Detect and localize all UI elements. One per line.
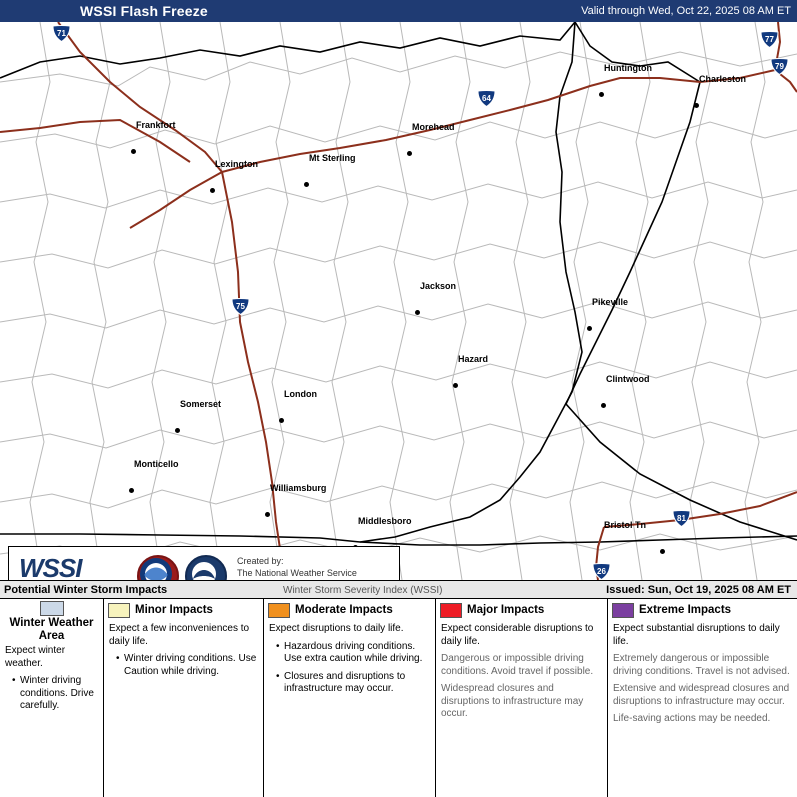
city-dot	[175, 428, 180, 433]
legend-swatch-minor-impacts	[108, 603, 130, 618]
legend-body	[436, 621, 607, 721]
wssi-logo-panel	[8, 546, 400, 581]
legend-title: Minor Impacts	[135, 604, 213, 616]
city-label-lexington: Lexington	[215, 159, 258, 169]
interstate-shield-icon	[231, 298, 250, 315]
city-label-clintwood: Clintwood	[606, 374, 650, 384]
legend-note: Life-saving actions may be needed.	[613, 713, 771, 724]
legend-bullets	[269, 641, 430, 696]
shield-label: 79	[775, 62, 784, 71]
legend-header	[0, 599, 103, 643]
legend-note: Widespread closures and disruptions to infrastructure may occur.	[441, 683, 584, 719]
legend-bullets	[109, 653, 258, 678]
legend-body	[264, 621, 435, 696]
legend-paragraph: Expect disruptions to daily life.	[269, 623, 404, 634]
city-dot	[210, 188, 215, 193]
legend-swatch-moderate-impacts	[268, 603, 290, 618]
city-label-huntington: Huntington	[604, 63, 652, 73]
city-dot	[131, 149, 136, 154]
interstate-shield-icon	[672, 510, 691, 527]
city-label-somerset: Somerset	[180, 399, 222, 409]
city-dot	[601, 403, 606, 408]
city-label-frankfort: Frankfort	[136, 120, 176, 130]
legend-body	[608, 621, 797, 726]
city-label-jackson: Jackson	[420, 281, 457, 291]
shield-label: 26	[597, 567, 606, 576]
city-dot	[279, 418, 284, 423]
legend-column-extreme-impacts	[608, 599, 797, 797]
page-title: WSSI Flash Freeze	[80, 3, 208, 19]
interstate-shield-icon	[760, 31, 779, 48]
legend-header	[264, 599, 435, 621]
created-by-line2: The National Weather Service	[237, 568, 357, 578]
legend-header	[436, 599, 607, 621]
city-dot	[453, 383, 458, 388]
map-canvas[interactable]	[0, 22, 797, 581]
legend-paragraph: Expect winter weather.	[5, 645, 66, 669]
created-by-line1: Created by:	[237, 556, 284, 566]
city-label-morehead: Morehead	[412, 122, 455, 132]
legend-body	[0, 643, 103, 713]
map-vector-layer	[0, 22, 797, 580]
interstate-shield-icon	[477, 90, 496, 107]
city-dot	[660, 549, 665, 554]
city-dot	[415, 310, 420, 315]
legend-bullet: • Winter driving conditions. Drive carefully.	[14, 675, 98, 713]
city-label-monticello: Monticello	[134, 459, 179, 469]
city-dot	[304, 182, 309, 187]
legend-note: Dangerous or impossible driving conditions. Avoid travel if possible.	[441, 653, 594, 677]
legend-bullets	[5, 675, 98, 713]
city-dot	[265, 512, 270, 517]
legend-bullet: • Winter driving conditions. Use Caution while driving.	[118, 653, 258, 678]
city-label-mt-sterling: Mt Sterling	[309, 153, 356, 163]
legend-column-winter-weather-area	[0, 599, 104, 797]
legend-title: Moderate Impacts	[295, 604, 393, 616]
city-label-pikeville: Pikeville	[592, 297, 629, 307]
city-label-middlesboro: Middlesboro	[358, 516, 412, 526]
issued-text: Issued: Sun, Oct 19, 2025 08 AM ET	[606, 584, 791, 596]
legend-note: Extensive and widespread closures and disruptions to infrastructure may occur.	[613, 683, 790, 707]
legend-swatch-winter-weather-area	[40, 601, 64, 616]
city-dot	[694, 103, 699, 108]
city-label-charleston: Charleston	[699, 74, 747, 84]
legend-header	[104, 599, 263, 621]
legend-bullet: • Closures and disruptions to infrastructure may occur.	[278, 671, 430, 696]
shield-label: 75	[236, 302, 245, 311]
legend-swatch-major-impacts	[440, 603, 462, 618]
legend-swatch-extreme-impacts	[612, 603, 634, 618]
impacts-bar	[0, 580, 797, 599]
impacts-bar-title: Potential Winter Storm Impacts	[4, 584, 168, 596]
city-label-bristol-tn: Bristol Tn	[604, 520, 646, 530]
noaa-seal-icon	[185, 555, 227, 581]
legend-bullet: • Hazardous driving conditions. Use extra caution while driving.	[278, 641, 430, 666]
legend-paragraph: Expect a few inconveniences to daily life.	[109, 623, 250, 647]
interstate-shield-icon	[770, 58, 789, 75]
created-by-block	[237, 555, 357, 581]
interstate-shield-icon	[52, 25, 71, 42]
impacts-bar-subtitle: Winter Storm Severity Index (WSSI)	[283, 585, 443, 596]
wssi-wordmark: WSSI	[19, 553, 82, 581]
header-bar	[0, 0, 797, 22]
city-dot	[407, 151, 412, 156]
shield-label: 77	[765, 35, 774, 44]
city-label-hazard: Hazard	[458, 354, 489, 364]
interstate-shield-icon	[592, 563, 611, 580]
legend-title: Major Impacts	[467, 604, 545, 616]
legend-column-major-impacts	[436, 599, 608, 797]
valid-through-text: Valid through Wed, Oct 22, 2025 08 AM ET	[581, 5, 791, 17]
city-dot	[129, 488, 134, 493]
legend-paragraph: Expect substantial disruptions to daily life.	[613, 623, 780, 647]
city-label-williamsburg: Williamsburg	[270, 483, 327, 493]
legend	[0, 599, 797, 797]
shield-label: 81	[677, 514, 686, 523]
shield-label: 71	[57, 29, 66, 38]
legend-title: Winter Weather Area	[9, 617, 94, 642]
city-dot	[587, 326, 592, 331]
legend-note: Extremely dangerous or impossible driving conditions. Travel is not advised.	[613, 653, 790, 677]
legend-header	[608, 599, 797, 621]
legend-column-moderate-impacts	[264, 599, 436, 797]
shield-label: 64	[482, 94, 491, 103]
city-label-london: London	[284, 389, 317, 399]
legend-body	[104, 621, 263, 678]
legend-column-minor-impacts	[104, 599, 264, 797]
legend-paragraph: Expect considerable disruptions to daily life.	[441, 623, 594, 647]
nws-seal-icon	[137, 555, 179, 581]
city-dot	[599, 92, 604, 97]
legend-title: Extreme Impacts	[639, 604, 732, 616]
